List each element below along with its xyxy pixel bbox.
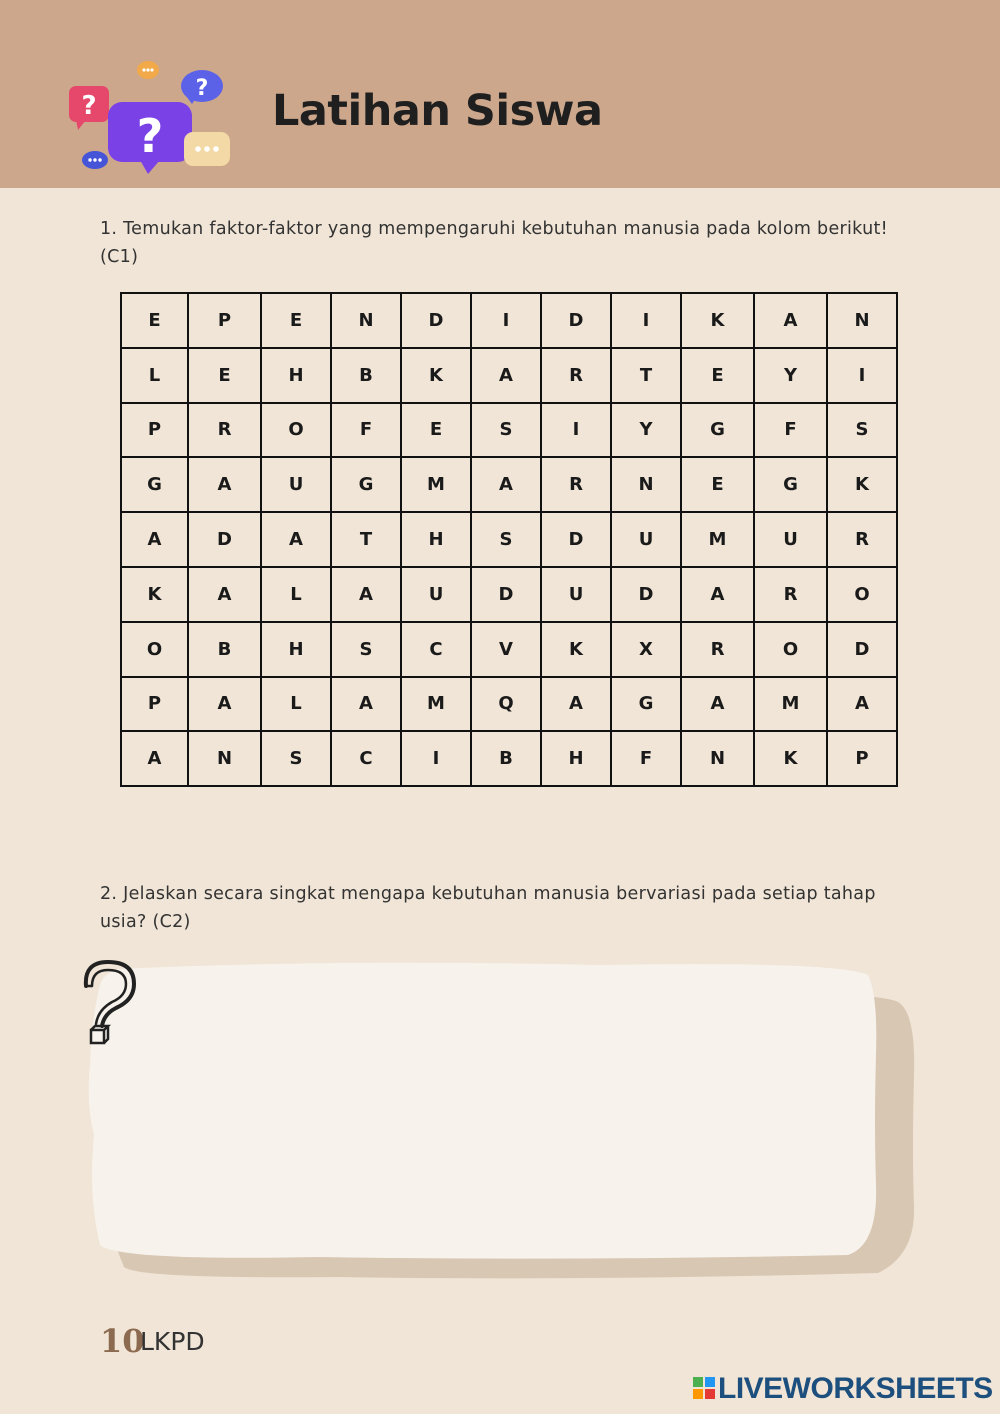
grid-cell[interactable]: P — [121, 677, 188, 732]
grid-row — [121, 677, 897, 732]
answer-box[interactable] — [78, 955, 923, 1285]
grid-row — [121, 403, 897, 458]
grid-cell[interactable]: A — [681, 567, 754, 622]
grid-cell[interactable]: H — [541, 731, 611, 786]
word-search-grid — [120, 292, 898, 787]
grid-cell[interactable]: D — [541, 512, 611, 567]
grid-cell[interactable]: L — [121, 348, 188, 403]
grid-cell[interactable]: A — [754, 293, 827, 348]
grid-cell[interactable]: R — [681, 622, 754, 677]
grid-cell[interactable]: R — [541, 348, 611, 403]
grid-cell[interactable]: M — [754, 677, 827, 732]
grid-cell[interactable]: S — [331, 622, 401, 677]
grid-cell[interactable]: U — [541, 567, 611, 622]
grid-cell[interactable]: O — [754, 622, 827, 677]
grid-cell[interactable]: A — [261, 512, 331, 567]
grid-cell[interactable]: G — [121, 457, 188, 512]
grid-cell[interactable]: A — [188, 677, 261, 732]
grid-row — [121, 293, 897, 348]
grid-cell[interactable]: M — [401, 457, 471, 512]
grid-cell[interactable]: E — [681, 348, 754, 403]
grid-cell[interactable]: Q — [471, 677, 541, 732]
grid-cell[interactable]: D — [827, 622, 897, 677]
grid-cell[interactable]: H — [401, 512, 471, 567]
grid-row — [121, 731, 897, 786]
grid-cell[interactable]: A — [827, 677, 897, 732]
grid-cell[interactable]: D — [611, 567, 681, 622]
grid-cell[interactable]: I — [401, 731, 471, 786]
grid-row — [121, 348, 897, 403]
grid-cell[interactable]: D — [541, 293, 611, 348]
grid-row — [121, 512, 897, 567]
grid-cell[interactable]: V — [471, 622, 541, 677]
grid-cell[interactable]: A — [121, 512, 188, 567]
grid-cell[interactable]: F — [331, 403, 401, 458]
grid-cell[interactable]: C — [401, 622, 471, 677]
grid-cell[interactable]: R — [754, 567, 827, 622]
grid-cell[interactable]: M — [401, 677, 471, 732]
grid-row — [121, 622, 897, 677]
grid-cell[interactable]: O — [261, 403, 331, 458]
grid-cell[interactable]: O — [827, 567, 897, 622]
grid-cell[interactable]: T — [331, 512, 401, 567]
grid-cell[interactable]: Y — [611, 403, 681, 458]
grid-cell[interactable]: F — [611, 731, 681, 786]
grid-cell[interactable]: K — [754, 731, 827, 786]
grid-cell[interactable]: I — [541, 403, 611, 458]
grid-cell[interactable]: X — [611, 622, 681, 677]
grid-cell[interactable]: H — [261, 622, 331, 677]
grid-cell[interactable]: P — [188, 293, 261, 348]
grid-cell[interactable]: B — [188, 622, 261, 677]
grid-cell[interactable]: E — [261, 293, 331, 348]
grid-cell[interactable]: Y — [754, 348, 827, 403]
grid-cell[interactable]: U — [401, 567, 471, 622]
grid-cell[interactable]: I — [611, 293, 681, 348]
grid-cell[interactable]: L — [261, 677, 331, 732]
question-chat-bubbles-icon — [64, 56, 236, 178]
page-title: Latihan Siswa — [272, 86, 603, 136]
grid-cell[interactable]: L — [261, 567, 331, 622]
grid-cell[interactable]: A — [681, 677, 754, 732]
svg-text:?: ? — [195, 76, 209, 101]
grid-cell[interactable]: K — [681, 293, 754, 348]
grid-cell[interactable]: G — [611, 677, 681, 732]
grid-cell[interactable]: E — [401, 403, 471, 458]
liveworksheets-logo-icon — [693, 1377, 715, 1399]
footer-label: LKPD — [140, 1327, 205, 1356]
grid-cell[interactable]: A — [331, 677, 401, 732]
grid-cell[interactable]: D — [471, 567, 541, 622]
grid-cell[interactable]: N — [331, 293, 401, 348]
question-1: 1. Temukan faktor-faktor yang mempengaruhi kebutuhan manusia pada kolom berikut! (C1) — [100, 219, 888, 267]
grid-cell[interactable]: N — [611, 457, 681, 512]
grid-cell[interactable]: N — [827, 293, 897, 348]
grid-cell[interactable]: C — [331, 731, 401, 786]
grid-cell[interactable]: G — [681, 403, 754, 458]
grid-cell[interactable]: D — [188, 512, 261, 567]
page-number: 10 — [100, 1322, 145, 1360]
grid-cell[interactable]: A — [471, 348, 541, 403]
grid-cell[interactable]: I — [471, 293, 541, 348]
grid-cell[interactable]: O — [121, 622, 188, 677]
grid-cell[interactable]: K — [121, 567, 188, 622]
grid-cell[interactable]: S — [827, 403, 897, 458]
grid-cell[interactable]: S — [471, 403, 541, 458]
grid-cell[interactable]: R — [827, 512, 897, 567]
grid-cell[interactable]: E — [121, 293, 188, 348]
grid-cell[interactable]: E — [188, 348, 261, 403]
question-mark-icon — [76, 956, 142, 1048]
grid-cell[interactable]: A — [331, 567, 401, 622]
grid-cell[interactable]: D — [401, 293, 471, 348]
grid-cell[interactable]: S — [471, 512, 541, 567]
grid-cell[interactable]: B — [331, 348, 401, 403]
grid-row — [121, 457, 897, 512]
grid-cell[interactable]: A — [541, 677, 611, 732]
grid-cell[interactable]: B — [471, 731, 541, 786]
grid-cell[interactable]: K — [827, 457, 897, 512]
grid-cell[interactable]: U — [261, 457, 331, 512]
grid-cell[interactable]: K — [541, 622, 611, 677]
grid-cell[interactable]: S — [261, 731, 331, 786]
grid-cell[interactable]: R — [188, 403, 261, 458]
grid-cell[interactable]: U — [754, 512, 827, 567]
grid-cell[interactable]: E — [681, 457, 754, 512]
grid-cell[interactable]: U — [611, 512, 681, 567]
grid-cell[interactable]: A — [188, 457, 261, 512]
grid-cell[interactable]: A — [471, 457, 541, 512]
grid-cell[interactable]: P — [827, 731, 897, 786]
grid-cell[interactable]: P — [121, 403, 188, 458]
grid-cell[interactable]: G — [754, 457, 827, 512]
page-header — [0, 0, 1000, 188]
svg-text:?: ? — [81, 91, 97, 121]
question-2: 2. Jelaskan secara singkat mengapa kebutuhan manusia bervariasi pada setiap tahap usia? (C2) — [100, 884, 876, 932]
grid-cell[interactable]: T — [611, 348, 681, 403]
grid-cell[interactable]: I — [827, 348, 897, 403]
liveworksheets-watermark: LIVEWORKSHEETS — [718, 1372, 993, 1405]
grid-cell[interactable]: G — [331, 457, 401, 512]
grid-cell[interactable]: N — [681, 731, 754, 786]
grid-cell[interactable]: N — [188, 731, 261, 786]
grid-cell[interactable]: A — [188, 567, 261, 622]
grid-cell[interactable]: K — [401, 348, 471, 403]
grid-cell[interactable]: A — [121, 731, 188, 786]
grid-row — [121, 567, 897, 622]
grid-cell[interactable]: R — [541, 457, 611, 512]
grid-cell[interactable]: H — [261, 348, 331, 403]
grid-cell[interactable]: F — [754, 403, 827, 458]
svg-text:?: ? — [136, 109, 164, 163]
grid-cell[interactable]: M — [681, 512, 754, 567]
